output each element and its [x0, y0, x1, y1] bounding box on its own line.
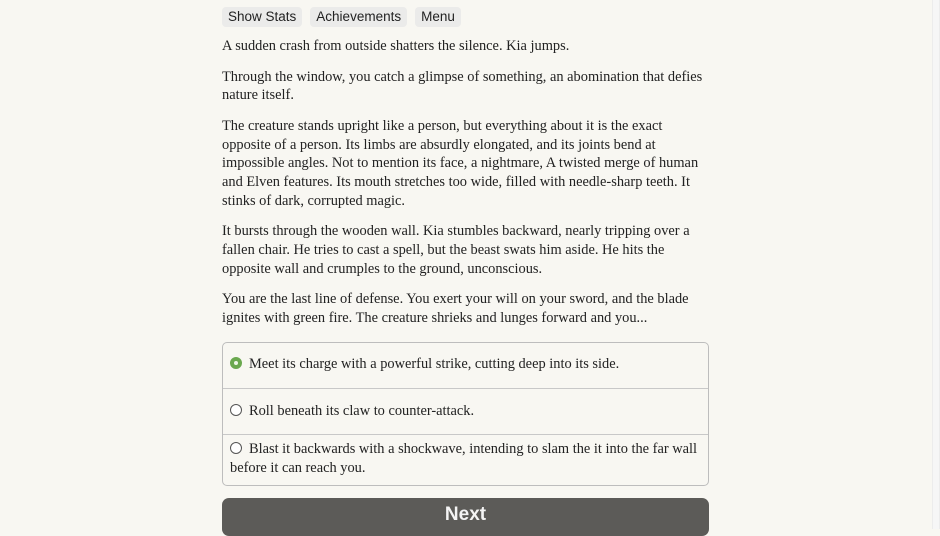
menu-button[interactable]: Menu: [415, 7, 461, 27]
scrollbar-track[interactable]: [932, 0, 940, 529]
choice-label: Meet its charge with a powerful strike, cutting deep into its side.: [249, 356, 620, 372]
radio-selected-icon[interactable]: [230, 357, 242, 369]
next-button[interactable]: Next: [222, 498, 709, 536]
show-stats-button[interactable]: Show Stats: [222, 7, 302, 27]
choice-label: Roll beneath its claw to counter-attack.: [249, 403, 475, 419]
choice-label: Blast it backwards with a shockwave, intending to slam the it into the far wall before it can reach you.: [230, 441, 698, 476]
radio-empty-icon[interactable]: [230, 442, 242, 454]
choice-option-2[interactable]: [223, 389, 708, 435]
story-paragraph: A sudden crash from outside shatters the silence. Kia jumps.: [222, 38, 570, 54]
radio-empty-icon[interactable]: [230, 404, 242, 416]
scrollbar-thumb[interactable]: [933, 0, 939, 529]
story-paragraph: The creature stands upright like a person, but everything about it is the exact opposite of a person. Its limbs are absurdly elongated, and its joints bend at impossible angles. Not to mention its face, a nightmare, A twisted merge of human and Elven features. Its mouth stretches too wide, filled with needle-sharp teeth. It stinks of dark, corrupted magic.: [222, 118, 699, 209]
achievements-button[interactable]: Achievements: [310, 7, 407, 27]
top-toolbar: [222, 7, 461, 27]
story-paragraph: Through the window, you catch a glimpse of something, an abomination that defies nature itself.: [222, 68, 703, 104]
choice-option-1[interactable]: [223, 343, 708, 389]
choice-list: [222, 342, 709, 486]
story-paragraph: It bursts through the wooden wall. Kia stumbles backward, nearly tripping over a fallen chair. He tries to cast a spell, but the beast swats him aside. He hits the opposite wall and crumples to the ground, unconscious.: [222, 223, 690, 277]
choice-option-3[interactable]: [223, 435, 708, 485]
story-text: [222, 37, 709, 340]
story-paragraph: You are the last line of defense. You exert your will on your sword, and the blade ignites with green fire. The creature shrieks and lunges forward and you...: [222, 291, 689, 326]
